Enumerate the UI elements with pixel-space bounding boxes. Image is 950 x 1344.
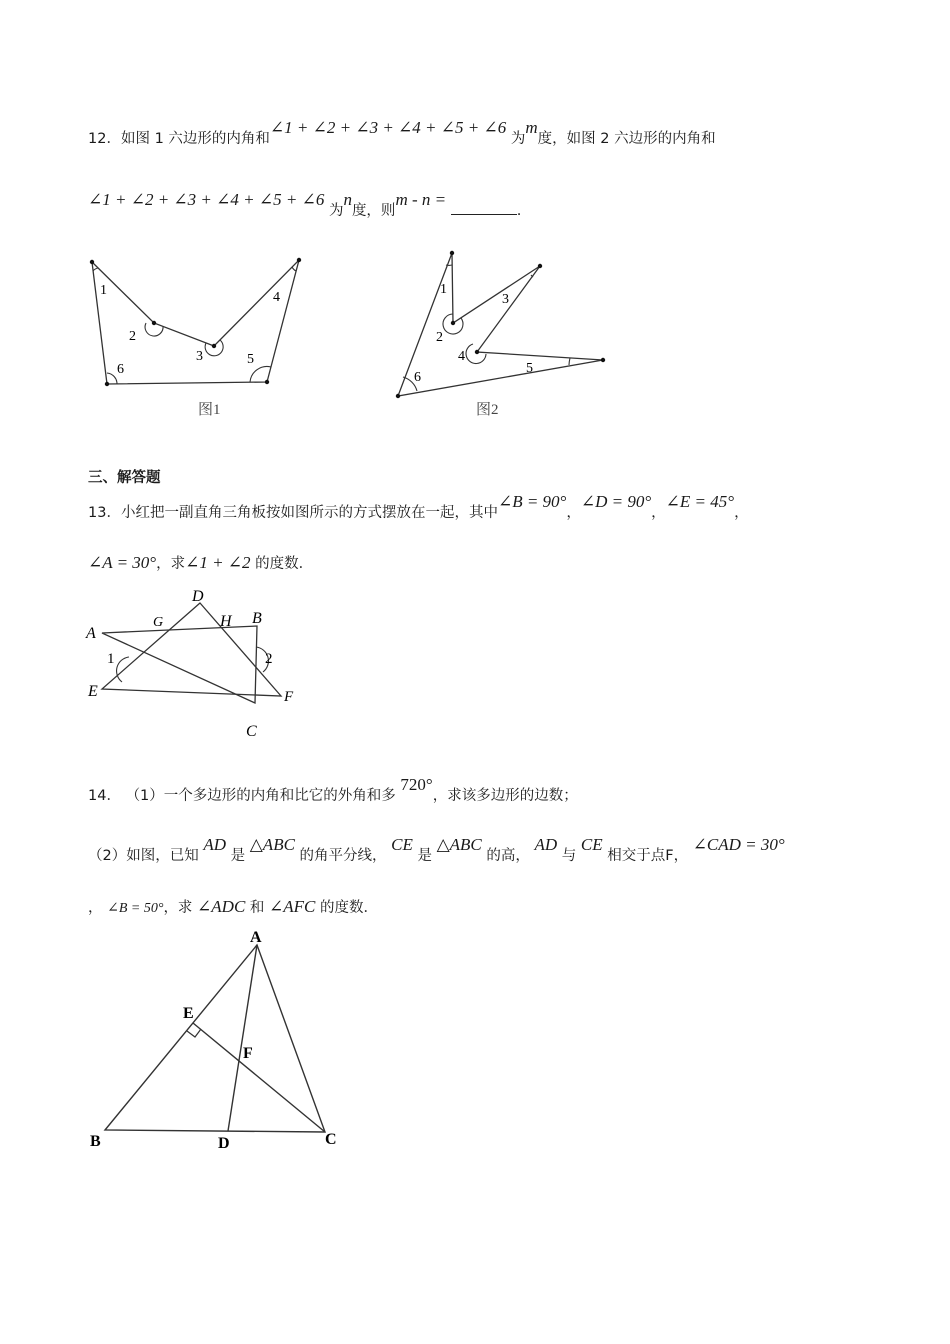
q13-figure [80, 583, 310, 743]
q14-point-F: F [243, 1045, 253, 1062]
q12-var-m: m [525, 118, 538, 137]
fig1-label-3: 3 [196, 349, 203, 364]
q13-point-E: E [88, 683, 98, 700]
q12-angle-sum-2: ∠1 + ∠2 + ∠3 + ∠4 + ∠5 + ∠6 [88, 190, 325, 209]
fig1-label-2: 2 [129, 329, 136, 344]
q12-figure-1 [80, 250, 330, 425]
q13-cond-e: ∠E = 45° [665, 492, 735, 511]
q13-point-D: D [192, 588, 204, 605]
q14-ad-2: AD [534, 835, 558, 854]
q14-line2: （2）如图，已知 AD 是 △ABC 的角平分线， CE 是 △ABC 的高， AD 与 CE 相交于点F， ∠CAD = 30° [88, 835, 785, 864]
q13-point-F: F [284, 689, 294, 705]
q13-point-C: C [246, 723, 257, 740]
fig2-label-6: 6 [414, 370, 421, 385]
q14-ce-2: CE [580, 835, 603, 854]
q14-line1: 14． （1）一个多边形的内角和比它的外角和多 720°，求该多边形的边数； [88, 775, 578, 804]
q13-point-B: B [252, 610, 262, 627]
q14-cad: ∠CAD = 30° [692, 835, 785, 854]
q12-angle-sum-1: ∠1 + ∠2 + ∠3 + ∠4 + ∠5 + ∠6 [269, 118, 507, 137]
q12-expr: m - n = [395, 190, 447, 209]
q13-cond-d: ∠D = 90° [580, 492, 652, 511]
q14-point-C: C [325, 1131, 337, 1148]
q13-number: 13． [88, 505, 121, 521]
fig1-label-1: 1 [100, 283, 107, 298]
fig2-caption: 图2 [476, 402, 499, 418]
q14-figure [85, 925, 355, 1155]
q13-target: ∠1 + ∠2 [185, 553, 251, 572]
fig1-label-5: 5 [247, 352, 254, 367]
q14-b50: ∠B = 50° [107, 901, 164, 916]
fig1-label-4: 4 [273, 290, 280, 305]
q13-point-H: H [220, 613, 232, 630]
q12-answer-blank [451, 200, 517, 215]
q13-cond-b: ∠B = 90° [497, 492, 567, 511]
q12-number: 12． [88, 131, 121, 147]
q13-line2: ∠A = 30°，求∠1 + ∠2 的度数． [88, 553, 314, 572]
q14-point-B: B [90, 1133, 101, 1150]
q14-tri-1: △ABC [249, 835, 295, 854]
fig1-caption: 图1 [198, 402, 221, 418]
q13-point-G: G [153, 615, 164, 630]
q14-line3: ， ∠B = 50°，求 ∠ADC 和 ∠AFC 的度数． [88, 897, 378, 916]
q14-point-E: E [183, 1005, 194, 1022]
fig2-label-3: 3 [502, 292, 509, 307]
q13-angle-2: 2 [265, 651, 273, 667]
q14-adc: ∠ADC [197, 897, 246, 916]
section-heading: 三、解答题 [88, 470, 161, 486]
q14-point-D: D [218, 1135, 230, 1152]
q13-line1: 13．小红把一副直角三角板按如图所示的方式摆放在一起，其中∠B = 90°，∠D = 90°，∠E = 45°， [88, 492, 749, 521]
q14-number: 14． [88, 788, 121, 804]
q13-point-A: A [86, 625, 96, 642]
q13-cond-a: ∠A = 30° [88, 553, 157, 572]
q14-tri-2: △ABC [436, 835, 482, 854]
q12-line1: 12．如图 1 六边形的内角和∠1 + ∠2 + ∠3 + ∠4 + ∠5 + ∠6 为m度，如图 2 六边形的内角和 [88, 118, 716, 147]
fig2-label-2: 2 [436, 330, 443, 345]
q14-ce: CE [391, 835, 413, 854]
q13-angle-1: 1 [107, 651, 115, 667]
q12-line2: ∠1 + ∠2 + ∠3 + ∠4 + ∠5 + ∠6 为n度，则m - n = . [88, 190, 522, 219]
q12-figure-2 [390, 245, 620, 425]
fig2-label-1: 1 [440, 282, 447, 297]
q14-point-A: A [250, 929, 262, 946]
q14-value-720: 720° [400, 775, 433, 794]
q12-var-n: n [343, 190, 352, 209]
q14-ad: AD [203, 835, 227, 854]
q14-afc: ∠AFC [269, 897, 316, 916]
fig2-label-5: 5 [526, 361, 533, 376]
fig1-label-6: 6 [117, 362, 124, 377]
fig2-label-4: 4 [458, 349, 465, 364]
